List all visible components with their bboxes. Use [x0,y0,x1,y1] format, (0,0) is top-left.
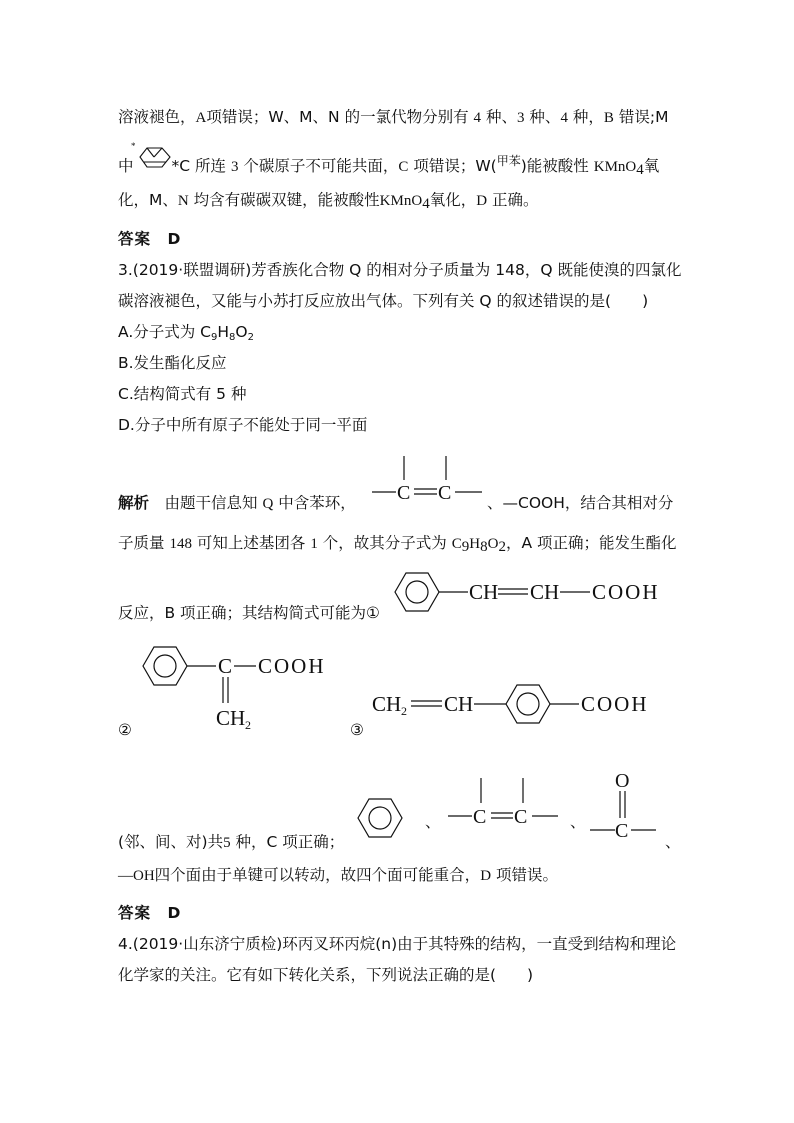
separator-3: 、 [665,833,681,851]
svg-text:*: * [131,141,136,151]
analysis-line-2: 子质量 148 可知上述基团各 1 个，故其分子式为 $C_9H_8O_2$，A 项正确；能发生酯化 [118,534,677,555]
svg-text:COOH: COOH [592,580,660,604]
svg-text:CH: CH [444,692,474,716]
q3-option-b: B.发生酯化反应 [118,354,227,372]
prev-line-1: 溶液褪色，A项错误；W、M、N 的一氯代物分别有 4 种、3 种、4 种，B 错误;M [118,108,669,126]
q4-stem-line-2: 化学家的关注。它有如下转化关系，下列说法正确的是( ) [118,966,534,984]
q3-option-d: D.分子中所有原子不能处于同一平面 [118,416,368,434]
svg-text:C: C [473,806,487,828]
svg-text:2: 2 [245,718,251,732]
separator-2: 、 [570,813,586,831]
answer-1: 答案 D [118,230,182,248]
benzene-ring-structure [355,792,409,846]
svg-text:COOH: COOH [258,654,326,678]
analysis-line-5: —OH四个面由于单键可以转动，故四个面可能重合，D 项错误。 [118,866,558,884]
bicyclic-structure-icon [130,140,180,174]
q3-option-a: A.分子式为 $C_9H_8O_2$ [118,323,254,343]
q3-option-c: C.结构简式有 5 种 [118,385,247,403]
svg-text:C: C [514,806,528,828]
svg-text:CH: CH [372,692,402,716]
svg-text:CH: CH [530,580,560,604]
carbonyl-plane-structure [588,768,660,844]
svg-text:CH: CH [469,580,499,604]
svg-text:COOH: COOH [581,692,649,716]
svg-text:C: C [615,820,629,842]
prev-line-2: 中 *C 所连 3 个碳原子不可能共面，C 项错误；W($^{甲苯}$)能被酸性 KMnO$_4$氧 [118,154,660,178]
svg-text:C: C [218,654,233,678]
structure-3-number: ③ [350,721,364,739]
svg-text:CH: CH [216,706,246,730]
structure-1-cinnamic-acid [392,566,682,620]
structure-3-vinylbenzoic-acid [370,678,670,732]
answer-2: 答案 D [118,904,182,922]
q3-stem-line-2: 碳溶液褪色，又能与小苏打反应放出气体。下列有关 Q 的叙述错误的是( ) [118,292,649,310]
analysis-line-1: 解析 由题干信息知 Q 中含苯环， [118,494,356,512]
alkene-c1-label: C [397,482,411,504]
analysis-line-1-tail: 、—COOH，结合其相对分 [487,494,674,512]
separator-1: 、 [425,813,441,831]
svg-text:2: 2 [401,704,407,718]
structure-2-number: ② [118,721,132,739]
structure-2-atropic-acid [140,640,350,730]
analysis-label: 解析 [118,494,150,512]
svg-text:O: O [615,770,630,792]
analysis-line-3: 反应，B 项正确；其结构简式可能为① [118,604,380,622]
prev-line-3: 化，M、N 均含有碳碳双键，能被酸性KMnO$_4$氧化，D 正确。 [118,191,539,212]
analysis-line-4: (邻、间、对)共5 种，C 项正确； [118,833,345,851]
q3-stem-line-1: 3.(2019·联盟调研)芳香族化合物 Q 的相对分子质量为 148，Q 既能使溴的四氯化 [118,261,682,279]
alkene-group-structure [370,452,488,512]
q4-stem-line-1: 4.(2019·山东济宁质检)环丙叉环丙烷(n)由于其特殊的结构，一直受到结构和理论 [118,935,677,953]
alkene-plane-structure [446,775,562,835]
alkene-c2-label: C [438,482,452,504]
